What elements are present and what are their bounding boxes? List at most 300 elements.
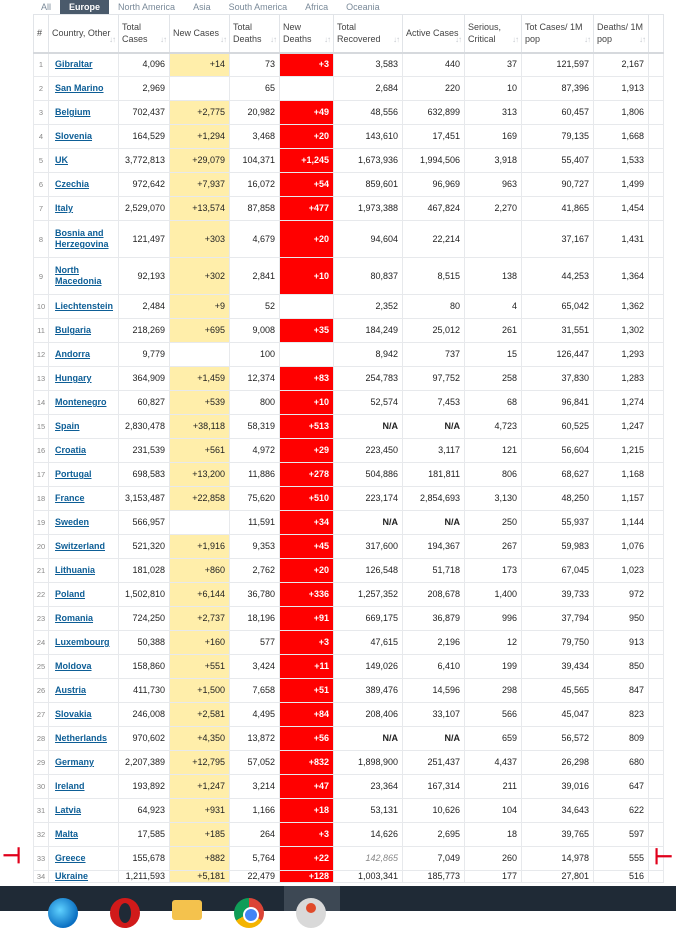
cell-new-cases: +5,181 [170,871,230,883]
column-header-label: Country, Other [52,28,111,39]
cell-new-cases: +1,500 [170,679,230,703]
cell-new-deaths [280,77,334,101]
country-link[interactable]: Liechtenstein [55,301,114,311]
cell-total-deaths: 22,479 [230,871,280,883]
cell-country [49,751,119,775]
column-header-cases-1m[interactable] [522,15,594,53]
cell-active-cases: 17,451 [403,125,465,149]
cell-deaths-1m: 1,283 [594,367,649,391]
cell-cases-1m: 121,597 [522,53,594,77]
cell-overflow [649,703,664,727]
cell-active-cases: 51,718 [403,559,465,583]
table-row [34,535,664,559]
cell-country [49,53,119,77]
cell-total-deaths: 5,764 [230,847,280,871]
cell-overflow [649,173,664,197]
sort-icon[interactable]: ↓↑ [584,34,590,44]
table-row [34,149,664,173]
country-link[interactable]: Switzerland [55,541,106,551]
cell-country [49,319,119,343]
cell-new-deaths: +18 [280,799,334,823]
column-header-label: Tot Cases/ 1M pop [525,22,583,45]
cell-new-cases: +7,937 [170,173,230,197]
cell-new-deaths: +35 [280,319,334,343]
cell-num: 16 [34,439,49,463]
cell-num: 27 [34,703,49,727]
cell-new-deaths: +513 [280,415,334,439]
cell-active-cases: 10,626 [403,799,465,823]
country-link[interactable]: Germany [55,757,95,767]
cell-total-recovered: 47,615 [334,631,403,655]
cell-country [49,607,119,631]
cell-cases-1m: 45,047 [522,703,594,727]
cell-active-cases: 2,695 [403,823,465,847]
sort-icon[interactable]: ↓↑ [109,34,115,44]
cell-deaths-1m: 1,454 [594,197,649,221]
cell-cases-1m: 37,167 [522,221,594,258]
country-link[interactable]: Gibraltar [55,59,93,70]
cell-new-cases: +29,079 [170,149,230,173]
cell-overflow [649,631,664,655]
cell-overflow [649,655,664,679]
table-row [34,727,664,751]
country-link[interactable]: Austria [55,685,87,695]
cell-total-cases: 2,969 [119,77,170,101]
column-header-label: Total Cases [122,22,148,45]
cell-num: 13 [34,367,49,391]
cell-cases-1m: 39,765 [522,823,594,847]
column-header-active-cases[interactable] [403,15,465,53]
column-header-new-cases[interactable] [170,15,230,53]
cell-num: 33 [34,847,49,871]
cell-new-cases: +13,574 [170,197,230,221]
cell-new-deaths: +20 [280,221,334,258]
tab-north-america[interactable]: North America [118,2,176,12]
cell-total-cases: 246,008 [119,703,170,727]
country-link[interactable]: Spain [55,421,80,431]
sort-icon[interactable]: ↓↑ [639,34,645,44]
cell-cases-1m: 126,447 [522,343,594,367]
cell-serious: 211 [465,775,522,799]
cell-country [49,871,119,883]
cell-new-cases: +38,118 [170,415,230,439]
cell-total-cases: 121,497 [119,221,170,258]
column-header-serious[interactable] [465,15,522,53]
covid-table [33,14,664,883]
cell-country [49,101,119,125]
column-header-country[interactable] [49,15,119,53]
cell-total-recovered: 669,175 [334,607,403,631]
cell-deaths-1m: 1,274 [594,391,649,415]
cell-serious: 104 [465,799,522,823]
cell-deaths-1m: 1,293 [594,343,649,367]
cell-total-cases: 3,772,813 [119,149,170,173]
tab-africa[interactable]: Africa [305,2,329,12]
table-row [34,847,664,871]
cell-country [49,775,119,799]
table-row [34,439,664,463]
cell-active-cases: 97,752 [403,367,465,391]
column-header-deaths-1m[interactable] [594,15,649,53]
cell-overflow [649,343,664,367]
cell-country [49,367,119,391]
cell-serious: 1,400 [465,583,522,607]
cell-new-deaths: +54 [280,173,334,197]
cell-deaths-1m: 1,215 [594,439,649,463]
cell-deaths-1m: 809 [594,727,649,751]
cell-new-cases: +1,247 [170,775,230,799]
table-row [34,799,664,823]
cell-overflow [649,295,664,319]
cell-deaths-1m: 847 [594,679,649,703]
cell-active-cases: 208,678 [403,583,465,607]
cell-country [49,535,119,559]
table-header-row [34,15,664,53]
cell-deaths-1m: 555 [594,847,649,871]
cell-deaths-1m: 1,668 [594,125,649,149]
cell-active-cases: 632,899 [403,101,465,125]
cell-deaths-1m: 622 [594,799,649,823]
cell-cases-1m: 48,250 [522,487,594,511]
cell-new-deaths: +510 [280,487,334,511]
cell-deaths-1m: 1,157 [594,487,649,511]
cell-new-cases [170,343,230,367]
country-link[interactable]: Latvia [55,805,82,815]
cell-cases-1m: 39,733 [522,583,594,607]
table-row [34,367,664,391]
cell-total-deaths: 36,780 [230,583,280,607]
cell-overflow [649,101,664,125]
red-annotation-left: ⊣ [2,843,22,868]
table-row [34,583,664,607]
country-link[interactable]: Italy [55,203,74,213]
tab-oceania[interactable]: Oceania [346,2,380,12]
cell-country [49,727,119,751]
cell-overflow [649,583,664,607]
cell-total-recovered: 126,548 [334,559,403,583]
cell-cases-1m: 96,841 [522,391,594,415]
cell-num: 4 [34,125,49,149]
cell-deaths-1m: 1,533 [594,149,649,173]
cell-total-deaths: 3,214 [230,775,280,799]
cell-new-deaths: +51 [280,679,334,703]
cell-country [49,487,119,511]
table-row [34,125,664,149]
cell-total-recovered: N/A [334,511,403,535]
cell-num: 24 [34,631,49,655]
cell-country [49,679,119,703]
cell-active-cases: 467,824 [403,197,465,221]
cell-cases-1m: 14,978 [522,847,594,871]
cell-total-deaths: 16,072 [230,173,280,197]
country-link[interactable]: Lithuania [55,565,95,575]
sort-icon[interactable]: ↓↑ [512,34,518,44]
cell-num: 5 [34,149,49,173]
cell-total-recovered: 143,610 [334,125,403,149]
cell-overflow [649,149,664,173]
cell-total-cases: 1,502,810 [119,583,170,607]
cell-deaths-1m: 850 [594,655,649,679]
cell-serious: 659 [465,727,522,751]
country-link[interactable]: Hungary [55,373,92,383]
folder-icon[interactable] [172,900,202,920]
cell-num: 9 [34,258,49,295]
chrome-icon[interactable] [234,898,264,928]
country-link[interactable]: Portugal [55,469,92,479]
windows-taskbar [0,886,676,911]
cell-new-deaths [280,343,334,367]
cell-total-deaths: 57,052 [230,751,280,775]
sort-icon[interactable]: ↓↑ [324,34,330,44]
cell-num: 31 [34,799,49,823]
cell-num: 8 [34,221,49,258]
column-header-new-deaths[interactable] [280,15,334,53]
cell-new-deaths: +10 [280,391,334,415]
country-link[interactable]: Greece [55,853,86,863]
country-link[interactable]: Sweden [55,517,90,527]
tab-europe[interactable]: Europe [60,0,109,14]
column-header-total-recovered[interactable] [334,15,403,53]
cell-serious: 3,130 [465,487,522,511]
tab-asia[interactable]: Asia [193,2,211,12]
table-row [34,703,664,727]
cell-serious: 3,918 [465,149,522,173]
cell-country [49,343,119,367]
cell-overflow [649,487,664,511]
cell-cases-1m: 27,801 [522,871,594,883]
cell-serious: 173 [465,559,522,583]
sort-icon[interactable]: ↓↑ [220,34,226,44]
country-link[interactable]: Croatia [55,445,87,455]
cell-cases-1m: 55,937 [522,511,594,535]
country-link[interactable]: Slovakia [55,709,92,719]
cell-overflow [649,679,664,703]
cell-cases-1m: 60,457 [522,101,594,125]
country-link[interactable]: Netherlands [55,733,108,743]
sort-icon[interactable]: ↓↑ [160,34,166,44]
cell-total-recovered: 80,837 [334,258,403,295]
cell-deaths-1m: 1,362 [594,295,649,319]
cell-deaths-1m: 913 [594,631,649,655]
cell-new-cases: +22,858 [170,487,230,511]
country-link[interactable]: Romania [55,613,94,623]
cell-active-cases: 14,596 [403,679,465,703]
region-tabs [32,0,389,14]
cell-cases-1m: 59,983 [522,535,594,559]
cell-serious: 806 [465,463,522,487]
cell-overflow [649,439,664,463]
cell-overflow [649,799,664,823]
cell-cases-1m: 44,253 [522,258,594,295]
cell-num: 3 [34,101,49,125]
tab-all[interactable]: All [41,2,52,12]
cell-total-deaths: 18,196 [230,607,280,631]
cell-new-deaths: +832 [280,751,334,775]
cell-country [49,295,119,319]
cell-cases-1m: 90,727 [522,173,594,197]
cell-serious: 169 [465,125,522,149]
cell-deaths-1m: 972 [594,583,649,607]
cell-deaths-1m: 1,913 [594,77,649,101]
cell-total-recovered: 48,556 [334,101,403,125]
sort-icon[interactable]: ↓↑ [393,34,399,44]
tab-south-america[interactable]: South America [228,2,288,12]
sort-icon[interactable]: ↓↑ [270,34,276,44]
cell-total-deaths: 9,353 [230,535,280,559]
cell-serious: 199 [465,655,522,679]
cell-overflow [649,197,664,221]
country-link[interactable]: UK [55,155,68,165]
cell-serious: 4,437 [465,751,522,775]
cell-total-cases: 3,153,487 [119,487,170,511]
cell-new-deaths: +1,245 [280,149,334,173]
cell-new-deaths: +56 [280,727,334,751]
cell-country [49,77,119,101]
country-link[interactable]: San Marino [55,83,104,93]
cell-total-cases: 411,730 [119,679,170,703]
cell-deaths-1m: 1,431 [594,221,649,258]
cell-new-deaths: +3 [280,823,334,847]
column-header-num[interactable] [34,15,49,53]
cell-total-deaths: 9,008 [230,319,280,343]
cell-serious: 996 [465,607,522,631]
cell-active-cases: 251,437 [403,751,465,775]
sort-icon[interactable]: ↓↑ [455,34,461,44]
cell-new-cases: +13,200 [170,463,230,487]
country-link[interactable]: France [55,493,85,503]
cell-country [49,391,119,415]
cell-new-deaths: +11 [280,655,334,679]
cell-total-deaths: 104,371 [230,149,280,173]
country-link[interactable]: Montenegro [55,397,107,407]
cell-country [49,703,119,727]
cell-new-cases: +185 [170,823,230,847]
cell-total-recovered: 317,600 [334,535,403,559]
cell-new-cases: +303 [170,221,230,258]
country-link[interactable]: Czechia [55,179,90,189]
cell-new-deaths: +84 [280,703,334,727]
cell-total-recovered: 184,249 [334,319,403,343]
edge-icon[interactable] [48,898,78,928]
cell-deaths-1m: 597 [594,823,649,847]
cell-new-deaths: +20 [280,559,334,583]
cell-new-cases [170,511,230,535]
cell-active-cases: 220 [403,77,465,101]
country-link[interactable]: Andorra [55,349,91,359]
cell-new-deaths: +336 [280,583,334,607]
cell-active-cases: 737 [403,343,465,367]
cell-total-recovered: 52,574 [334,391,403,415]
column-header-label: Deaths/ 1M pop [597,22,644,45]
cell-active-cases: 6,410 [403,655,465,679]
country-link[interactable]: Poland [55,589,86,599]
cell-deaths-1m: 2,167 [594,53,649,77]
cell-cases-1m: 31,551 [522,319,594,343]
cell-new-deaths [280,295,334,319]
country-link[interactable]: Belgium [55,107,91,117]
cell-total-recovered: 254,783 [334,367,403,391]
cell-new-cases: +160 [170,631,230,655]
column-header-total-cases[interactable] [119,15,170,53]
column-header-label: Total Recovered [337,22,381,45]
cell-country [49,125,119,149]
cell-new-deaths: +10 [280,258,334,295]
country-link[interactable]: North Macedonia [55,265,102,286]
cell-serious: 177 [465,871,522,883]
cell-serious: 267 [465,535,522,559]
cell-total-recovered: 223,450 [334,439,403,463]
cell-new-cases: +695 [170,319,230,343]
cell-overflow [649,559,664,583]
table-row [34,631,664,655]
cell-deaths-1m: 950 [594,607,649,631]
country-link[interactable]: Ukraine [55,871,89,881]
cell-country [49,847,119,871]
cell-total-recovered: 1,257,352 [334,583,403,607]
cell-new-deaths: +47 [280,775,334,799]
column-header-label: New Cases [173,28,220,39]
table-row [34,295,664,319]
country-link[interactable]: Ireland [55,781,85,791]
cell-total-cases: 17,585 [119,823,170,847]
cell-total-recovered: 149,026 [334,655,403,679]
cell-num: 20 [34,535,49,559]
cell-num: 12 [34,343,49,367]
table-row [34,53,664,77]
country-link[interactable]: Bulgaria [55,325,92,335]
country-link[interactable]: Bosnia and Herzegovina [55,228,109,249]
cell-total-recovered: 94,604 [334,221,403,258]
table-row [34,319,664,343]
cell-total-cases: 231,539 [119,439,170,463]
cell-overflow [649,751,664,775]
cell-overflow [649,463,664,487]
country-link[interactable]: Slovenia [55,131,93,141]
cell-new-cases: +2,737 [170,607,230,631]
cell-num: 30 [34,775,49,799]
cell-new-deaths: +20 [280,125,334,149]
country-link[interactable]: Moldova [55,661,92,671]
country-link[interactable]: Malta [55,829,79,839]
cell-total-cases: 698,583 [119,463,170,487]
cell-active-cases: 440 [403,53,465,77]
cell-serious [465,221,522,258]
opera-icon[interactable] [110,898,140,928]
cell-total-cases: 364,909 [119,367,170,391]
cell-cases-1m: 41,865 [522,197,594,221]
cell-total-cases: 193,892 [119,775,170,799]
cell-num: 21 [34,559,49,583]
cell-active-cases: 167,314 [403,775,465,799]
cell-overflow [649,511,664,535]
app-icon[interactable] [296,898,326,928]
cell-serious: 10 [465,77,522,101]
cell-cases-1m: 55,407 [522,149,594,173]
cell-total-recovered: 142,865 [334,847,403,871]
cell-deaths-1m: 1,499 [594,173,649,197]
cell-new-cases: +1,459 [170,367,230,391]
cell-country [49,583,119,607]
table-row [34,77,664,101]
cell-overflow [649,125,664,149]
cell-cases-1m: 65,042 [522,295,594,319]
cell-total-recovered: 3,583 [334,53,403,77]
country-link[interactable]: Luxembourg [55,637,110,647]
column-header-total-deaths[interactable] [230,15,280,53]
red-annotation-right: ⊢ [654,844,674,869]
cell-new-deaths: +49 [280,101,334,125]
cell-num: 23 [34,607,49,631]
